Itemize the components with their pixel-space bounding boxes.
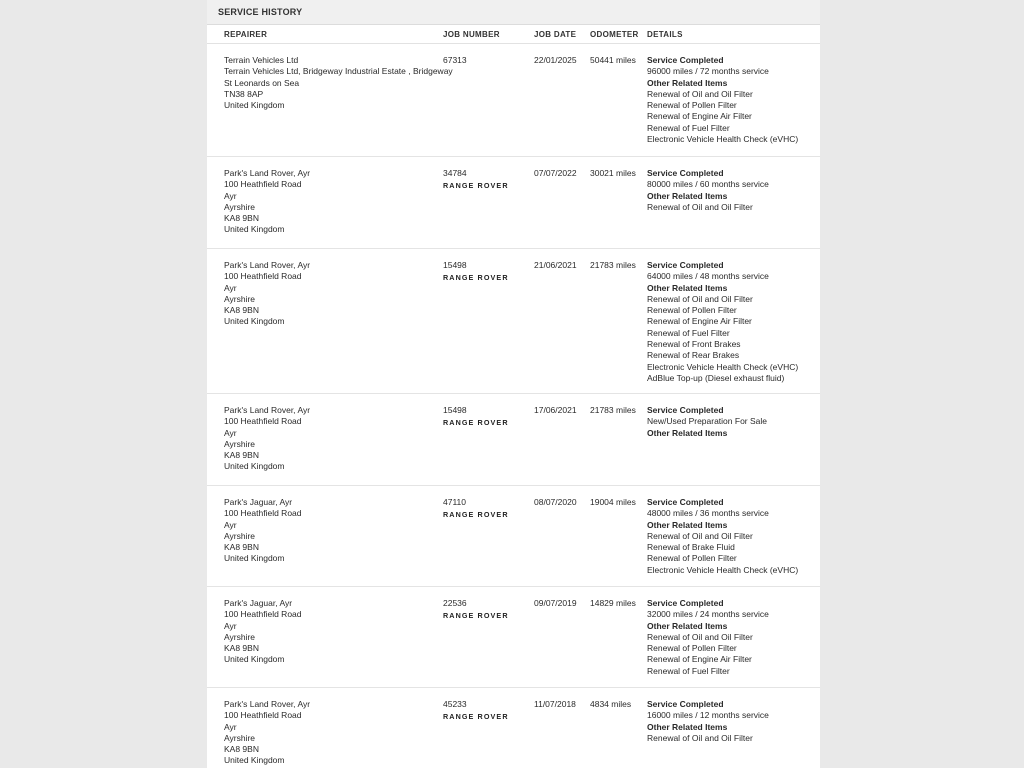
job-number: 45233: [443, 699, 467, 709]
job-number: 15498: [443, 405, 467, 415]
repairer-line: Ayr: [224, 620, 237, 631]
related-item: AdBlue Top-up (Diesel exhaust fluid): [647, 372, 785, 383]
service-completed-label: Service Completed: [647, 168, 724, 178]
other-related-items-label: Other Related Items: [647, 427, 728, 438]
repairer-cell: [207, 394, 443, 485]
repairer-line: 100 Heathfield Road: [224, 710, 302, 721]
table-row: [207, 688, 820, 768]
repairer-line: Ayr: [224, 190, 237, 201]
repairer-line: United Kingdom: [224, 654, 285, 665]
job-date-cell: 22/01/2025: [534, 55, 577, 65]
odometer-cell: 21783 miles: [590, 260, 636, 270]
repairer-line: KA8 9BN: [224, 542, 259, 553]
service-interval: 16000 miles / 12 months service: [647, 710, 769, 721]
job-number: 22536: [443, 598, 467, 608]
job-number-cell: [443, 157, 534, 248]
repairer-line: Terrain Vehicles Ltd, Bridgeway Industrial Estate , Bridgeway: [224, 66, 453, 77]
service-interval: 80000 miles / 60 months service: [647, 179, 769, 190]
related-item: Renewal of Pollen Filter: [647, 305, 737, 316]
job-number-cell: [443, 688, 534, 768]
details-cell: [647, 157, 820, 248]
service-history-panel: [207, 0, 820, 768]
repairer-line: KA8 9BN: [224, 450, 259, 461]
column-header-odometer: ODOMETER: [590, 29, 639, 39]
related-item: Renewal of Pollen Filter: [647, 553, 737, 564]
related-item: Renewal of Rear Brakes: [647, 350, 740, 361]
other-related-items-label: Other Related Items: [647, 282, 728, 293]
odometer-cell: 50441 miles: [590, 55, 636, 65]
related-item: Electronic Vehicle Health Check (eVHC): [647, 134, 799, 145]
service-completed-label: Service Completed: [647, 55, 724, 65]
repairer-line: TN38 8AP: [224, 88, 264, 99]
table-row: [207, 587, 820, 688]
other-related-items-label: Other Related Items: [647, 721, 728, 732]
repairer-cell: [207, 587, 443, 687]
section-title: SERVICE HISTORY: [207, 0, 820, 25]
job-date-cell: 11/07/2018: [534, 699, 576, 709]
job-date-cell: 07/07/2022: [534, 168, 577, 178]
related-item: Renewal of Fuel Filter: [647, 665, 730, 676]
repairer-line: United Kingdom: [224, 316, 285, 327]
column-header-details: DETAILS: [647, 29, 683, 39]
repairer-line: Ayrshire: [224, 293, 256, 304]
repairer-line: 100 Heathfield Road: [224, 271, 302, 282]
service-interval: 64000 miles / 48 months service: [647, 271, 769, 282]
related-item: Renewal of Oil and Oil Filter: [647, 88, 753, 99]
job-date-cell: 09/07/2019: [534, 598, 577, 608]
related-item: Electronic Vehicle Health Check (eVHC): [647, 361, 799, 372]
odometer-cell: 30021 miles: [590, 168, 636, 178]
related-item: Renewal of Pollen Filter: [647, 100, 737, 111]
odometer-cell: 4834 miles: [590, 699, 632, 709]
related-item: Renewal of Fuel Filter: [647, 327, 730, 338]
table-row: [207, 394, 820, 486]
repairer-line: KA8 9BN: [224, 643, 259, 654]
repairer-line: Park's Jaguar, Ayr: [224, 598, 293, 608]
repairer-line: 100 Heathfield Road: [224, 179, 302, 190]
details-cell: [647, 688, 820, 768]
job-number-cell: [443, 394, 534, 485]
table-row: [207, 249, 820, 394]
other-related-items-label: Other Related Items: [647, 77, 728, 88]
repairer-line: Park's Land Rover, Ayr: [224, 168, 311, 178]
odometer-cell: 21783 miles: [590, 405, 636, 415]
details-cell: [647, 394, 820, 485]
job-number: 15498: [443, 260, 467, 270]
odometer-cell: 19004 miles: [590, 497, 636, 507]
repairer-cell: [207, 486, 443, 586]
related-item: Renewal of Oil and Oil Filter: [647, 530, 753, 541]
details-cell: [647, 249, 820, 393]
job-number-cell: [443, 249, 534, 393]
details-cell: [647, 486, 820, 586]
repairer-line: Ayr: [224, 519, 237, 530]
repairer-line: Ayrshire: [224, 530, 256, 541]
service-interval: 48000 miles / 36 months service: [647, 508, 769, 519]
repairer-line: 100 Heathfield Road: [224, 508, 302, 519]
repairer-cell: [207, 249, 443, 393]
repairer-line: Ayr: [224, 282, 237, 293]
job-number: 34784: [443, 168, 467, 178]
related-item: Renewal of Pollen Filter: [647, 643, 737, 654]
details-cell: [647, 44, 820, 156]
related-item: Renewal of Engine Air Filter: [647, 654, 752, 665]
other-related-items-label: Other Related Items: [647, 620, 728, 631]
service-interval: 96000 miles / 72 months service: [647, 66, 769, 77]
brand-logo-text: RANGE ROVER: [443, 181, 509, 191]
repairer-line: Park's Land Rover, Ayr: [224, 405, 311, 415]
related-item: Renewal of Fuel Filter: [647, 122, 730, 133]
related-item: Renewal of Oil and Oil Filter: [647, 631, 753, 642]
service-completed-label: Service Completed: [647, 699, 724, 709]
job-number: 47110: [443, 497, 467, 507]
job-number-cell: [443, 44, 534, 156]
service-rows: [207, 44, 820, 768]
repairer-line: Ayrshire: [224, 201, 256, 212]
related-item: Renewal of Front Brakes: [647, 339, 741, 350]
column-header-job-date: JOB DATE: [534, 29, 577, 39]
repairer-line: 100 Heathfield Road: [224, 416, 302, 427]
brand-logo-text: RANGE ROVER: [443, 611, 509, 621]
service-completed-label: Service Completed: [647, 598, 724, 608]
related-item: Renewal of Engine Air Filter: [647, 111, 752, 122]
repairer-line: 100 Heathfield Road: [224, 609, 302, 620]
repairer-line: KA8 9BN: [224, 213, 259, 224]
repairer-line: United Kingdom: [224, 755, 285, 766]
repairer-line: Terrain Vehicles Ltd: [224, 55, 299, 65]
column-header-repairer: REPAIRER: [224, 29, 268, 39]
repairer-cell: [207, 44, 453, 156]
job-number-cell: [443, 486, 534, 586]
repairer-line: Ayrshire: [224, 438, 256, 449]
table-row: [207, 157, 820, 249]
repairer-line: United Kingdom: [224, 224, 285, 235]
repairer-cell: [207, 688, 443, 768]
service-completed-label: Service Completed: [647, 405, 724, 415]
brand-logo-text: RANGE ROVER: [443, 510, 509, 520]
repairer-line: Ayr: [224, 427, 237, 438]
repairer-line: Park's Jaguar, Ayr: [224, 497, 293, 507]
job-number: 67313: [443, 55, 467, 65]
related-item: Renewal of Engine Air Filter: [647, 316, 752, 327]
repairer-line: United Kingdom: [224, 553, 285, 564]
odometer-cell: 14829 miles: [590, 598, 636, 608]
table-header: [207, 25, 820, 44]
repairer-line: Park's Land Rover, Ayr: [224, 260, 311, 270]
job-number-cell: [443, 587, 534, 687]
repairer-line: Ayrshire: [224, 631, 256, 642]
repairer-line: Ayr: [224, 721, 237, 732]
repairer-line: Park's Land Rover, Ayr: [224, 699, 311, 709]
related-item: Renewal of Oil and Oil Filter: [647, 293, 753, 304]
service-interval: New/Used Preparation For Sale: [647, 416, 768, 427]
repairer-line: United Kingdom: [224, 461, 285, 472]
brand-logo-text: RANGE ROVER: [443, 418, 509, 428]
job-date-cell: 08/07/2020: [534, 497, 577, 507]
related-item: Renewal of Oil and Oil Filter: [647, 732, 753, 743]
repairer-line: KA8 9BN: [224, 744, 259, 755]
column-header-job-number: JOB NUMBER: [443, 29, 500, 39]
other-related-items-label: Other Related Items: [647, 519, 728, 530]
service-interval: 32000 miles / 24 months service: [647, 609, 769, 620]
related-item: Renewal of Oil and Oil Filter: [647, 201, 753, 212]
repairer-line: St Leonards on Sea: [224, 77, 300, 88]
service-completed-label: Service Completed: [647, 497, 724, 507]
related-item: Electronic Vehicle Health Check (eVHC): [647, 564, 799, 575]
table-row: [207, 44, 820, 157]
repairer-line: KA8 9BN: [224, 305, 259, 316]
repairer-line: United Kingdom: [224, 100, 285, 111]
repairer-line: Ayrshire: [224, 732, 256, 743]
other-related-items-label: Other Related Items: [647, 190, 728, 201]
repairer-cell: [207, 157, 443, 248]
details-cell: [647, 587, 820, 687]
job-date-cell: 17/06/2021: [534, 405, 577, 415]
table-row: [207, 486, 820, 587]
job-date-cell: 21/06/2021: [534, 260, 577, 270]
brand-logo-text: RANGE ROVER: [443, 273, 509, 283]
related-item: Renewal of Brake Fluid: [647, 542, 735, 553]
service-completed-label: Service Completed: [647, 260, 724, 270]
brand-logo-text: RANGE ROVER: [443, 712, 509, 722]
